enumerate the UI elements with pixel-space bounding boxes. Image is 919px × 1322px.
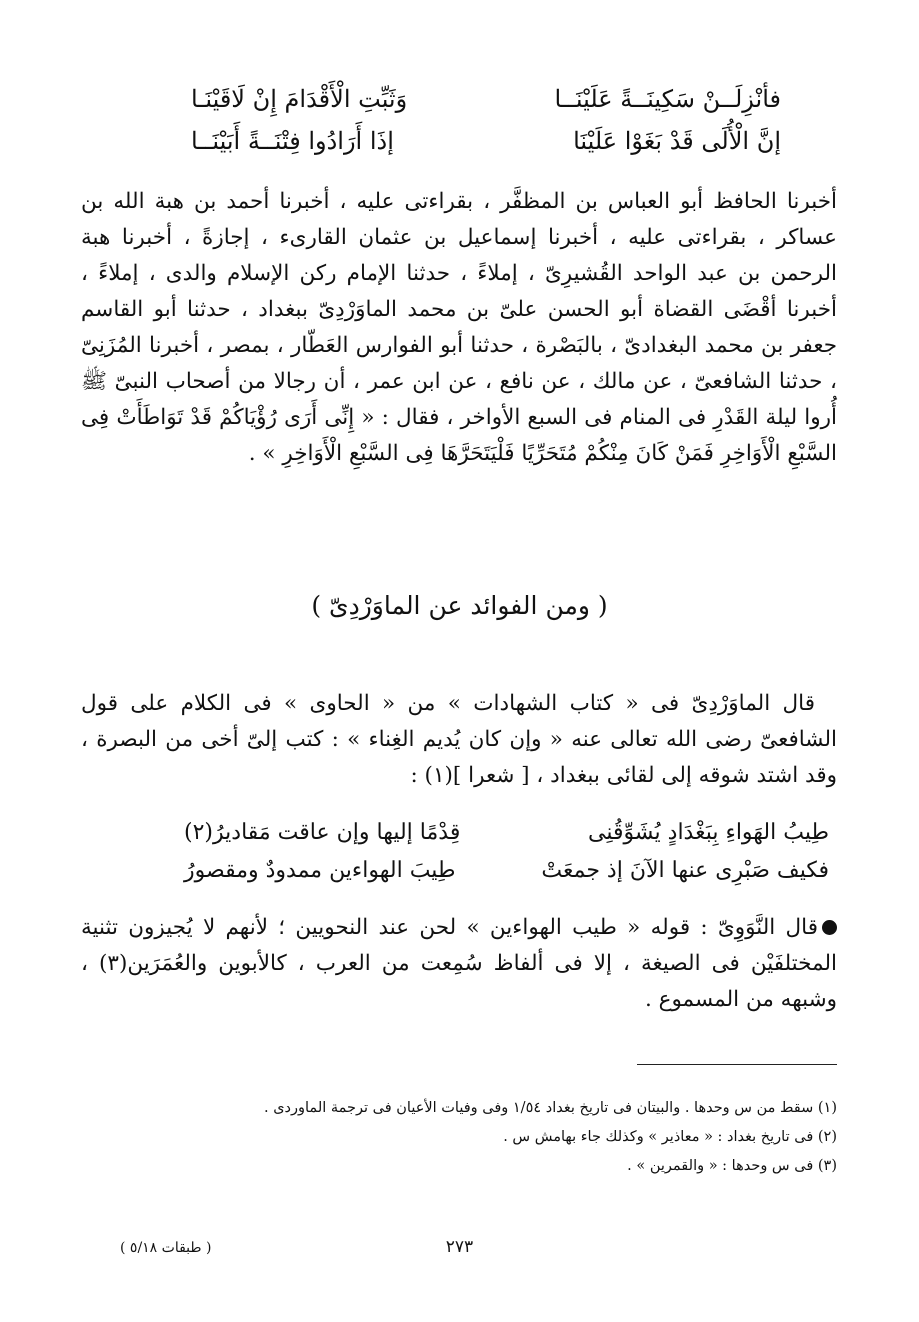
verse-line (184, 814, 829, 852)
verse-second-hemistich: إذَا أَرَادُوا فِتْنَــةً أَبَيْنَــا (191, 127, 394, 155)
verse-line (191, 78, 781, 120)
bullet-dot-icon (822, 920, 837, 935)
footnote: (١) سقط من س وحدها . والبيتان فى تاريخ بغداد ١/٥٤ وفى وفيات الأعيان فى ترجمة الماوردى . (263, 1100, 837, 1116)
paragraph-text (81, 910, 837, 1018)
page-number: ٢٧٣ (445, 1237, 474, 1257)
verse-second-hemistich: وَثَبِّتِ الْأَقْدَامَ إِنْ لَاقَيْنَـا (191, 85, 408, 113)
footnote-divider (637, 1064, 837, 1065)
footnote: (٣) فى س وحدها : « والقمرين » . (627, 1158, 837, 1174)
verse-second-hemistich: طِيبَ الهواءين ممدودٌ ومقصورُ (184, 858, 456, 883)
footnotes (81, 1094, 837, 1181)
hadith-paragraph (81, 184, 837, 472)
paragraph-body: قال الماوَرْدِىّ فى « كتاب الشهادات » من « الحاوى » فى الكلام على قول الشافعىّ رضى الله تعالى عنه « وإن كان يُديم الغِناء » : كتب إلىّ أخى من البصرة ، وقد اشتد شوقه إلى لقائى ببغداد ، [ شعرا ](١) : (81, 691, 837, 788)
nawawi-paragraph (81, 910, 837, 1018)
verse-line (184, 852, 829, 890)
verse-first-hemistich: إنَّ الْأُلَى قَدْ بَغَوْا عَلَيْنَا (573, 127, 781, 155)
paragraph-text: أخبرنا الحافظ أبو العباس بن المظفَّر ، بقراءتى عليه ، أخبرنا أحمد بن هبة الله بن عساكر ، بقراءتى عليه ، أخبرنا إسماعيل بن عثمان القارىء ، إجازةً ، أخبرنا هبة الرحمن بن عبد الواحد القُشيرِىّ ، إملاءً ، حدثنا الإمام ركن الإسلام والدى ، إملاءً ، أخبرنا أقْضَى القضاة أبو الحسن علىّ بن محمد الماوَرْدِىّ ببغداد ، حدثنا أبو القاسم جعفر بن محمد البغدادىّ ، بالبَصْرة ، حدثنا أبو الفوارس العَطّار ، بمصر ، أخبرنا المُزَنِىّ ، حدثنا الشافعىّ ، عن مالك ، عن نافع ، عن ابن عمر ، أن رجالا من أصحاب النبىّ ﷺ أُروا ليلة القَدْرِ فى المنام فى السبع الأواخر ، فقال : « إِنِّى أَرَى رُؤْيَاكُمْ قَدْ تَوَاطَأَتْ فِى السَّبْعِ الْأَوَاخِرِ فَمَنْ كَانَ مِنْكُمْ مُتَحَرِّيًا فَلْيَتَحَرَّهَا فِى السَّبْعِ الْأَوَاخِرِ » . (81, 189, 837, 466)
footnote: (٢) فى تاريخ بغداد : « معاذير » وكذلك جاء بهامش س . (503, 1129, 837, 1145)
verse-block-top (191, 78, 781, 162)
paragraph-body: قال النَّوَوِىّ : قوله « طيب الهواءين » لحن عند النحويين ؛ لأنهم لا يُجيزون تثنية المختلفَيْن فى الصيغة ، إلا فى ألفاظ سُمِعت من العرب ، كالأبوين والعُمَرَين(٣) ، وشبهه من المسموع . (81, 915, 838, 1012)
paragraph-text (81, 686, 837, 794)
mawardi-paragraph (81, 686, 837, 794)
section-heading: ( ومن الفوائد عن الماوَرْدِىّ ) (311, 591, 608, 620)
verse-line (191, 120, 781, 162)
verse-block-middle (184, 814, 829, 890)
verse-first-hemistich: فكيف صَبْرِى عنها الآنَ إذ جمعَتْ (541, 858, 829, 883)
verse-second-hemistich: قِدْمًا إليها وإن عاقت مَقاديرُ(٢) (184, 820, 461, 845)
printer-signature: ( طبقات ٥/١٨ ) (120, 1240, 212, 1256)
verse-first-hemistich: فأنْزِلَــنْ سَكِينَــةً عَلَيْنَــا (554, 85, 781, 113)
verse-first-hemistich: طِيبُ الهَواءِ بِبَغْدَادٍ يُشَوِّقُنِى (588, 820, 829, 845)
